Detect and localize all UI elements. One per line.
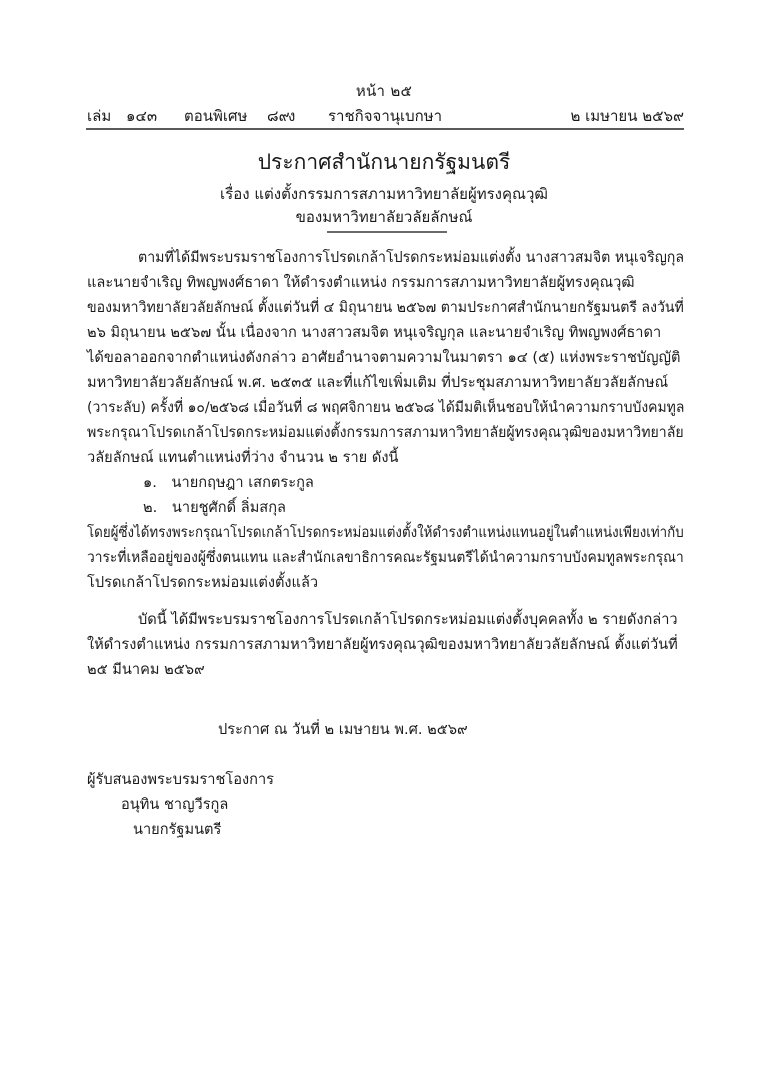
- publication-date: ๒ เมษายน ๒๕๖๙: [570, 107, 684, 125]
- volume-label: เล่ม: [87, 107, 112, 125]
- gazette-header: [87, 104, 684, 124]
- paragraph-line: วลัยลักษณ์ แทนตำแหน่งที่ว่าง จำนวน ๒ ราย ดังนี้: [87, 449, 399, 466]
- paragraph-line: วาระที่เหลืออยู่ของผู้ซึ่งตนแทน และสำนักเลขาธิการคณะรัฐมนตรีได้นำความกราบบังคมทูลพระกรุณา: [87, 549, 684, 566]
- paragraph-line: โปรดเกล้าโปรดกระหม่อมแต่งตั้งแล้ว: [87, 574, 319, 591]
- section-type: ง: [288, 107, 296, 125]
- paragraph-line: (วาระลับ) ครั้งที่ ๑๐/๒๕๖๘ เมื่อวันที่ ๘ พฤศจิกายน ๒๕๖๘ ได้มีมติเห็นชอบให้นำความกราบบังคมทูล: [87, 399, 685, 416]
- document-subject-line-1: เรื่อง แต่งตั้งกรรมการสภามหาวิทยาลัยผู้ทรงคุณวุฒิ: [220, 185, 548, 203]
- signatory-name: อนุทิน ชาญวีรกูล: [121, 796, 229, 813]
- section-number: ๘๙: [267, 107, 290, 125]
- signatory-title: นายกรัฐมนตรี: [133, 821, 222, 838]
- section-label: ตอนพิเศษ: [184, 107, 248, 125]
- paragraph-line: ของมหาวิทยาลัยวลัยลักษณ์ ตั้งแต่วันที่ ๔ มิถุนายน ๒๕๖๗ ตามประกาศสำนักนายกรัฐมนตรี ลงวันที่: [87, 299, 684, 316]
- paragraph-line: โดยผู้ซึ่งได้ทรงพระกรุณาโปรดเกล้าโปรดกระหม่อมแต่งตั้งให้ดำรงตำแหน่งแทนอยู่ในตำแหน่งเพียงเท่ากับ: [87, 524, 684, 541]
- document-subject-line-2: ของมหาวิทยาลัยวลัยลักษณ์: [295, 208, 473, 226]
- appointee-name: นายชูศักดิ์ ลิ่มสกุล: [171, 499, 286, 516]
- paragraph-line: ๒๕ มีนาคม ๒๕๖๙: [87, 661, 205, 678]
- appointee-number: ๑.: [143, 474, 157, 491]
- appointee-name: นายกฤษฎา เสกตระกูล: [171, 474, 314, 491]
- paragraph-line: ๒๖ มิถุนายน ๒๕๖๗ นั้น เนื่องจาก นางสาวสมจิต หนุเจริญกุล และนายจำเริญ ทิพญพงศ์ธาดา: [87, 324, 662, 341]
- countersign-label: ผู้รับสนองพระบรมราชโองการ: [87, 771, 274, 788]
- appointee-item: [143, 472, 314, 494]
- paragraph-line: พระกรุณาโปรดเกล้าโปรดกระหม่อมแต่งตั้งกรรมการสภามหาวิทยาลัยผู้ทรงคุณวุฒิของมหาวิทยาลัย: [87, 424, 684, 441]
- paragraph-line: บัดนี้ ได้มีพระบรมราชโองการโปรดเกล้าโปรดกระหม่อมแต่งตั้งบุคคลทั้ง ๒ รายดังกล่าว: [138, 611, 678, 628]
- appointee-item: [143, 497, 286, 519]
- document-title: ประกาศสำนักนายกรัฐมนตรี: [257, 150, 511, 174]
- volume-number: ๑๔๓: [126, 107, 158, 125]
- paragraph-line: ให้ดำรงตำแหน่ง กรรมการสภามหาวิทยาลัยผู้ทรงคุณวุฒิของมหาวิทยาลัยวลัยลักษณ์ ตั้งแต่วันที่: [87, 636, 678, 653]
- appointee-number: ๒.: [143, 499, 158, 516]
- page-number: หน้า ๒๕: [355, 82, 413, 100]
- gazette-name: ราชกิจจานุเบกษา: [328, 107, 443, 125]
- paragraph-line: ได้ขอลาออกจากตำแหน่งดังกล่าว อาศัยอำนาจตามความในมาตรา ๑๔ (๕) แห่งพระราชบัญญัติ: [87, 349, 681, 366]
- header-divider: [86, 128, 684, 130]
- announcement-date: ประกาศ ณ วันที่ ๒ เมษายน พ.ศ. ๒๕๖๙: [218, 721, 468, 738]
- title-divider: [327, 231, 447, 233]
- paragraph-line: ตามที่ได้มีพระบรมราชโองการโปรดเกล้าโปรดกระหม่อมแต่งตั้ง นางสาวสมจิต หนุเจริญกุล: [138, 249, 685, 266]
- paragraph-line: และนายจำเริญ ทิพญพงศ์ธาดา ให้ดำรงตำแหน่ง กรรมการสภามหาวิทยาลัยผู้ทรงคุณวุฒิ: [87, 274, 635, 291]
- paragraph-line: มหาวิทยาลัยวลัยลักษณ์ พ.ศ. ๒๕๓๕ และที่แก้ไขเพิ่มเติม ที่ประชุมสภามหาวิทยาลัยวลัยลักษณ์: [87, 374, 669, 391]
